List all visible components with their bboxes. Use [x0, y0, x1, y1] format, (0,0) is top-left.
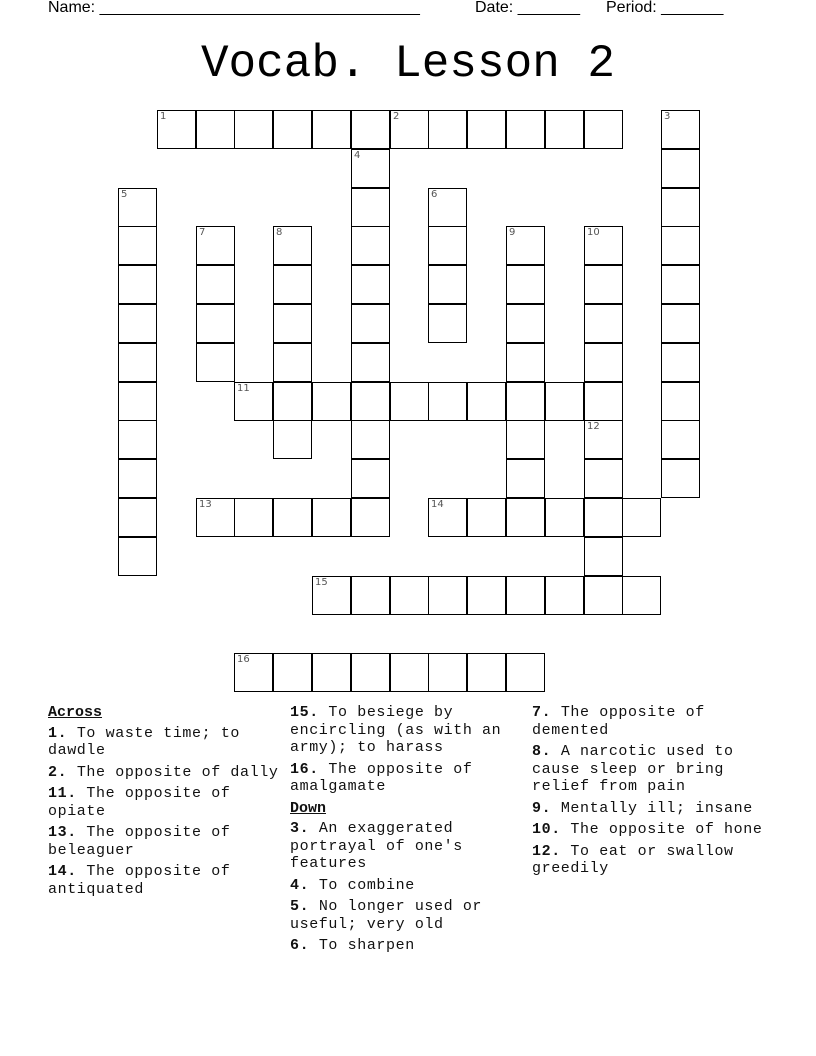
crossword-cell[interactable] [584, 420, 623, 459]
crossword-cell[interactable] [428, 110, 467, 149]
crossword-cell[interactable] [506, 576, 545, 615]
crossword-cell[interactable] [118, 226, 157, 265]
clue-down-4: 4. To combine [290, 876, 415, 894]
crossword-cell[interactable] [351, 188, 390, 227]
crossword-cell[interactable] [273, 304, 312, 343]
page-title: Vocab. Lesson 2 [200, 38, 616, 90]
crossword-cell[interactable] [390, 110, 429, 149]
crossword-cell[interactable] [118, 537, 157, 576]
crossword-cell[interactable] [506, 459, 545, 498]
clue-number: 14 [431, 499, 444, 510]
crossword-cell[interactable] [661, 149, 700, 188]
clue-down-7: 7. The opposite of demented [532, 704, 705, 739]
crossword-cell[interactable] [351, 420, 390, 459]
date-field-label[interactable]: Date: _______ [475, 0, 580, 16]
crossword-cell[interactable] [118, 265, 157, 304]
crossword-cell[interactable] [118, 420, 157, 459]
crossword-cell[interactable] [351, 653, 390, 692]
crossword-cell[interactable] [312, 653, 351, 692]
crossword-cell[interactable] [506, 304, 545, 343]
crossword-cell[interactable] [273, 265, 312, 304]
crossword-cell[interactable] [196, 498, 235, 537]
crossword-cell[interactable] [584, 576, 623, 615]
crossword-cell[interactable] [234, 498, 273, 537]
crossword-cell[interactable] [428, 653, 467, 692]
crossword-cell[interactable] [428, 498, 467, 537]
crossword-cell[interactable] [661, 420, 700, 459]
crossword-cell[interactable] [622, 498, 661, 537]
clue-down-6: 6. To sharpen [290, 937, 415, 954]
crossword-cell[interactable] [273, 110, 312, 149]
crossword-cell[interactable] [467, 382, 506, 421]
crossword-cell[interactable] [312, 576, 351, 615]
clue-number: 9 [509, 227, 516, 238]
crossword-cell[interactable] [584, 304, 623, 343]
clue-number: 1 [160, 111, 167, 122]
clue-number: 13 [199, 499, 212, 510]
crossword-cell[interactable] [584, 265, 623, 304]
crossword-cell[interactable] [428, 382, 467, 421]
crossword-cell[interactable] [584, 110, 623, 149]
crossword-cell[interactable] [390, 653, 429, 692]
crossword-cell[interactable] [506, 420, 545, 459]
crossword-cell[interactable] [196, 343, 235, 382]
crossword-cell[interactable] [351, 498, 390, 537]
crossword-cell[interactable] [661, 110, 700, 149]
crossword-cell[interactable] [584, 343, 623, 382]
crossword-cell[interactable] [661, 304, 700, 343]
crossword-cell[interactable] [273, 343, 312, 382]
down-heading: Down [290, 799, 327, 817]
crossword-cell[interactable] [545, 110, 584, 149]
crossword-cell[interactable] [312, 382, 351, 421]
crossword-cell[interactable] [196, 110, 235, 149]
crossword-cell[interactable] [196, 265, 235, 304]
clue-across-16: 16. The opposite of amalgamate [290, 760, 473, 795]
clue-across-15: 15. To besiege by encircling (as with an army); to harass [290, 704, 502, 756]
crossword-cell[interactable] [584, 382, 623, 421]
crossword-cell[interactable] [584, 226, 623, 265]
clue-number: 7 [199, 227, 206, 238]
crossword-cell[interactable] [584, 537, 623, 576]
crossword-cell[interactable] [390, 576, 429, 615]
crossword-cell[interactable] [351, 265, 390, 304]
crossword-cell[interactable] [584, 498, 623, 537]
crossword-cell[interactable] [351, 226, 390, 265]
crossword-cell[interactable] [273, 420, 312, 459]
crossword-cell[interactable] [118, 304, 157, 343]
crossword-cell[interactable] [428, 304, 467, 343]
clue-across-13: 13. The opposite of beleaguer [48, 824, 231, 859]
crossword-cell[interactable] [584, 459, 623, 498]
clue-down-9: 9. Mentally ill; insane [532, 799, 753, 817]
crossword-cell[interactable] [661, 459, 700, 498]
across-heading: Across [48, 704, 103, 721]
crossword-cell[interactable] [273, 653, 312, 692]
clue-down-10: 10. The opposite of hone [532, 821, 763, 838]
crossword-cell[interactable] [234, 653, 273, 692]
clue-number: 15 [315, 577, 328, 588]
crossword-cell[interactable] [506, 110, 545, 149]
crossword-cell[interactable] [273, 382, 312, 421]
clue-down-5: 5. No longer used or useful; very old [290, 898, 483, 933]
crossword-cell[interactable] [234, 110, 273, 149]
crossword-cell[interactable] [157, 110, 196, 149]
crossword-cell[interactable] [545, 498, 584, 537]
clue-down-12: 12. To eat or swallow greedily [532, 842, 734, 877]
crossword-cell[interactable] [351, 382, 390, 421]
period-field-label[interactable]: Period: _______ [606, 0, 724, 16]
crossword-cell[interactable] [312, 498, 351, 537]
crossword-cell[interactable] [545, 576, 584, 615]
crossword-cell[interactable] [273, 498, 312, 537]
crossword-cell[interactable] [506, 265, 545, 304]
crossword-cell[interactable] [118, 498, 157, 537]
crossword-cell[interactable] [351, 149, 390, 188]
crossword-cell[interactable] [506, 226, 545, 265]
clues-column-3 [532, 704, 767, 882]
crossword-cell[interactable] [545, 382, 584, 421]
clue-number: 2 [393, 111, 400, 122]
clue-across-11: 11. The opposite of opiate [48, 785, 231, 820]
crossword-cell[interactable] [273, 226, 312, 265]
crossword-cell[interactable] [506, 382, 545, 421]
crossword-cell[interactable] [467, 653, 506, 692]
crossword-cell[interactable] [118, 382, 157, 421]
crossword-cell[interactable] [118, 459, 157, 498]
crossword-cell[interactable] [622, 576, 661, 615]
crossword-cell[interactable] [118, 343, 157, 382]
worksheet-header [0, 0, 816, 22]
crossword-cell[interactable] [467, 110, 506, 149]
clue-number: 10 [587, 227, 600, 238]
clue-down-8: 8. A narcotic used to cause sleep or bring relief from pain [532, 743, 734, 795]
crossword-cell[interactable] [390, 382, 429, 421]
crossword-cell[interactable] [234, 382, 273, 421]
crossword-cell[interactable] [351, 343, 390, 382]
crossword-cell[interactable] [467, 576, 506, 615]
crossword-cell[interactable] [428, 576, 467, 615]
clue-number: 3 [664, 111, 671, 122]
crossword-cell[interactable] [661, 382, 700, 421]
crossword-cell[interactable] [351, 110, 390, 149]
crossword-cell[interactable] [312, 110, 351, 149]
clues-column-2 [290, 704, 515, 959]
crossword-cell[interactable] [196, 226, 235, 265]
clue-number: 4 [354, 150, 361, 161]
crossword-cell[interactable] [428, 265, 467, 304]
clue-number: 16 [237, 654, 250, 665]
crossword-cell[interactable] [661, 188, 700, 227]
clue-number: 12 [587, 421, 600, 432]
crossword-cell[interactable] [506, 653, 545, 692]
clue-down-3: 3. An exaggerated portrayal of one's features [290, 820, 463, 872]
clue-number: 5 [121, 189, 128, 200]
crossword-cell[interactable] [661, 265, 700, 304]
clue-number: 6 [431, 189, 438, 200]
crossword-cell[interactable] [661, 226, 700, 265]
clue-across-2: 2. The opposite of dally [48, 763, 279, 781]
name-field-label[interactable]: Name: ____________________________________ [48, 0, 420, 16]
clues-column-1 [48, 704, 283, 902]
crossword-cell[interactable] [506, 498, 545, 537]
crossword-cell[interactable] [351, 304, 390, 343]
crossword-cell[interactable] [661, 343, 700, 382]
crossword-cell[interactable] [506, 343, 545, 382]
clue-across-1: 1. To waste time; to dawdle [48, 724, 241, 759]
crossword-cell[interactable] [428, 226, 467, 265]
crossword-cell[interactable] [118, 188, 157, 227]
crossword-cell[interactable] [351, 459, 390, 498]
crossword-cell[interactable] [428, 188, 467, 227]
clue-across-14: 14. The opposite of antiquated [48, 863, 231, 898]
clue-number: 8 [276, 227, 283, 238]
crossword-cell[interactable] [467, 498, 506, 537]
crossword-cell[interactable] [196, 304, 235, 343]
crossword-cell[interactable] [351, 576, 390, 615]
clue-number: 11 [237, 383, 250, 394]
